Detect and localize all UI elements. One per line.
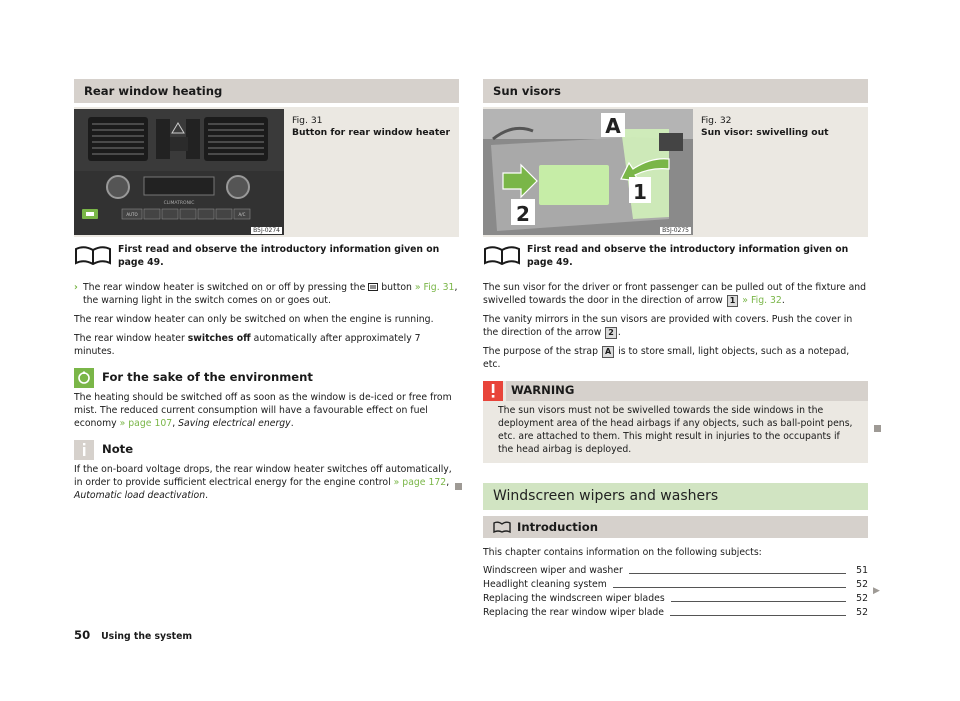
page-number: 50: [74, 628, 91, 642]
figure-number: Fig. 31: [292, 115, 323, 126]
section-title-sun-visors: Sun visors: [483, 79, 868, 103]
paragraph: The vanity mirrors in the sun visors are provided with covers. Push the cover in the direction of the arrow 2 .: [483, 314, 853, 338]
note-header: Note: [74, 440, 459, 460]
warning-header: WARNING: [483, 381, 868, 401]
callout-1: 1: [727, 295, 739, 307]
dashboard-image: [74, 109, 284, 235]
end-of-section-mark: [455, 483, 462, 490]
left-column: [74, 79, 459, 502]
page-footer: [74, 629, 192, 645]
callout-a: A: [602, 346, 614, 358]
figure-32: [483, 107, 868, 237]
auto-label: AUTO: [126, 212, 138, 217]
fig-link[interactable]: » Fig. 31: [414, 282, 455, 293]
section-title-rear-window-heating: Rear window heating: [74, 79, 459, 103]
label-2: 2: [516, 202, 530, 226]
label-a: A: [605, 114, 621, 138]
label-1: 1: [633, 180, 647, 204]
toc-item[interactable]: Headlight cleaning system 52: [483, 579, 868, 590]
step-arrow-icon: ›: [74, 282, 78, 293]
section-name: Using the system: [101, 631, 193, 642]
toc-item[interactable]: Windscreen wiper and washer 51: [483, 565, 868, 576]
recycle-icon: [74, 368, 94, 388]
continue-arrow-icon: ▶: [873, 586, 880, 596]
read-first-notice: [74, 243, 459, 269]
intro-text: This chapter contains information on the following subjects:: [483, 547, 762, 558]
read-first-text: First read and observe the introductory information given on page 49.: [527, 244, 849, 268]
panel-label: CLIMATRONIC: [163, 201, 195, 206]
warning-icon: [483, 381, 503, 401]
warning-text: The sun visors must not be swivelled towards the side windows in the deployment area of the head airbags if any objects, such as ball-point pens, etc. are attached to them. This might result in injuries to the occupants if the head airbag is deployed.: [498, 405, 853, 455]
figure-caption: [292, 115, 457, 139]
callout-2: 2: [605, 327, 617, 339]
page-link[interactable]: » page 172: [393, 477, 447, 488]
figure-31: [74, 107, 459, 237]
figure-number: Fig. 32: [701, 115, 732, 126]
end-of-section-mark: [874, 425, 881, 432]
book-icon: [493, 521, 511, 533]
book-icon: [74, 245, 112, 265]
paragraph: The rear window heater can only be switched on when the engine is running.: [74, 314, 434, 325]
introduction-header: Introduction: [483, 516, 868, 538]
read-first-text: First read and observe the introductory information given on page 49.: [118, 244, 440, 268]
warning-box: [483, 381, 868, 463]
paragraph: The sun visor for the driver or front passenger can be pulled out of the fixture and swivelled towards the door in the direction of arrow 1 » Fig. 32.: [483, 282, 867, 306]
figure-title: Button for rear window heater: [292, 127, 450, 138]
book-icon: [483, 245, 521, 265]
environment-header: For the sake of the environment: [74, 368, 459, 388]
toc-item[interactable]: Replacing the windscreen wiper blades 52: [483, 593, 868, 604]
paragraph: The rear window heater switches off automatically after approximately 7 minutes.: [74, 333, 421, 357]
read-first-notice: [483, 243, 868, 269]
sun-visor-image: [483, 109, 693, 235]
instruction-step: › The rear window heater is switched on or off by pressing the button » Fig. 31, the warning light in the switch comes on or goes out.: [74, 282, 458, 306]
fig-link[interactable]: » Fig. 32: [742, 295, 782, 306]
table-of-contents: [483, 563, 868, 619]
figure-code: B5J-0274: [253, 227, 280, 234]
paragraph: The purpose of the strap A is to store small, light objects, such as a notepad, etc.: [483, 346, 850, 370]
ac-label: A/C: [238, 212, 246, 217]
rear-window-heater-icon: [368, 283, 378, 291]
figure-code: B5J-0275: [662, 227, 689, 234]
right-column: [483, 79, 880, 619]
environment-text: The heating should be switched off as soon as the window is de-iced or free from mist. The reduced current consumption will have a favourable effect on fuel economy » page 107, Saving electrical energy.: [74, 392, 452, 429]
toc-item[interactable]: Replacing the rear window wiper blade 52: [483, 607, 868, 618]
figure-caption: [701, 115, 866, 139]
page-link[interactable]: » page 107: [119, 418, 173, 429]
chapter-title: Windscreen wipers and washers: [483, 483, 868, 510]
info-icon: [74, 440, 94, 460]
note-text: If the on-board voltage drops, the rear window heater switches off automatically, in order to provide sufficient electrical energy for the engine control » page 172, Automatic load deactivation.: [74, 464, 452, 501]
figure-title: Sun visor: swivelling out: [701, 127, 829, 138]
